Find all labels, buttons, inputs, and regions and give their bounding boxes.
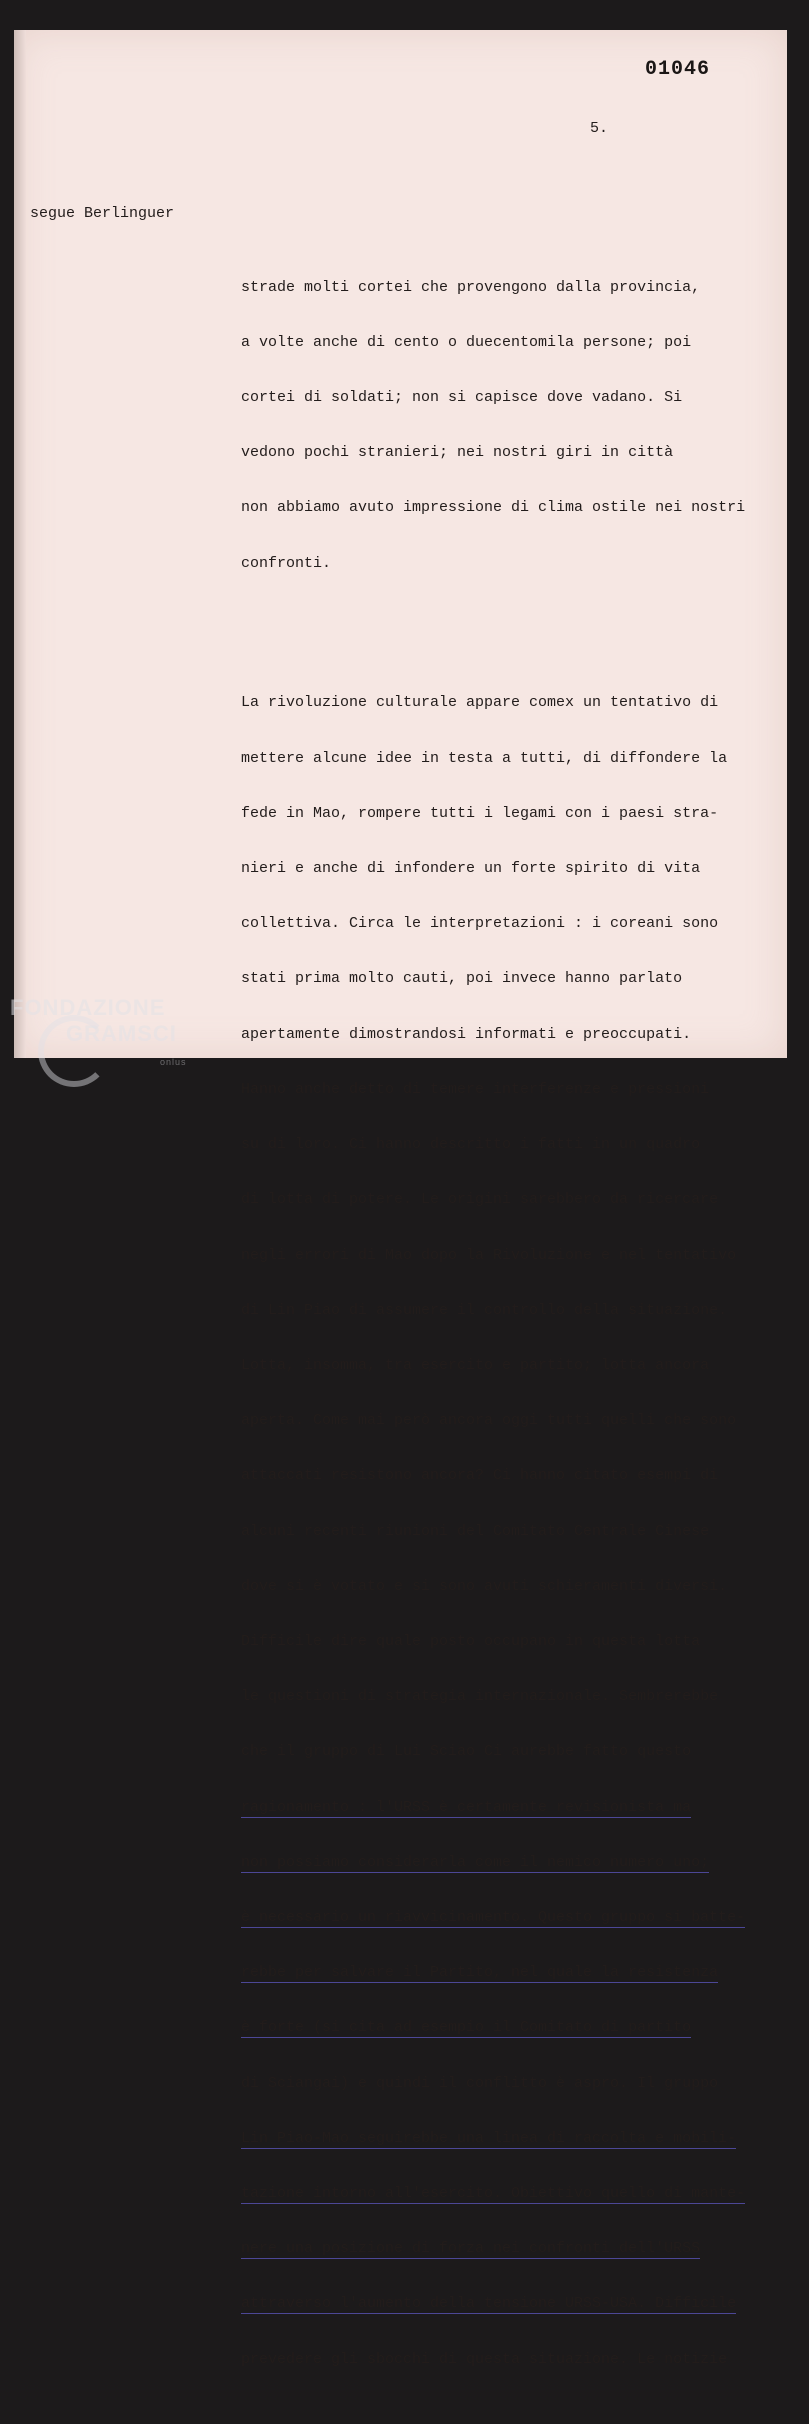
text-line: attaccati resistono ancora? Ci hanno citato esempi di: [241, 1467, 719, 1485]
text-line-underlined: [241, 2295, 771, 2313]
typed-body: [241, 205, 771, 2424]
text-line: stati prima molto cauti, poi invece hanno parlato: [241, 970, 683, 988]
text-line: mettere alcune idee in testa a tutti, di diffondere la: [241, 749, 728, 767]
text-line: dove si è votato e si sono avuti schieramenti diversi.: [241, 1577, 728, 1595]
pen-underline: ragionamento : l'URSS è certamente revisionista ma: [241, 1798, 692, 1816]
archive-watermark: [10, 995, 187, 1067]
text-line: Difficile dire quale posto occupano in questa lotta: [241, 1632, 701, 1650]
text-line: apertamente dimostrandosi informati e preoccupati.: [241, 1025, 692, 1043]
text-line: le questioni di strategia internazionale. Sembrerebbe: [241, 1688, 719, 1706]
archive-number: 01046: [645, 58, 711, 81]
text-line: fede in Mao, rompere tutti i legami con i paesi stra-: [241, 804, 719, 822]
text-line: cortei di soldati; non si capisce dove vadano. Si: [241, 389, 683, 407]
text-line: di Sciangai) e quindi il conflitto è aspro. Il gruppo: [241, 2074, 719, 2092]
pen-underline: tazione intorno all'esercito. Obiettivo quello di mante-: [241, 2184, 746, 2202]
text-line: vedono pochi stranieri; nei nostri giri in città: [241, 444, 674, 462]
text-line: di lotta di potere. Le origini sarebbero da ricercare: [241, 1191, 719, 1209]
text-line: che il gruppo di Lui Sciao Ci aurebbe fatto questo: [241, 1743, 692, 1761]
gramsci-logo-icon: [38, 1015, 110, 1087]
text-line-underlined: [241, 2240, 771, 2258]
text-line: La rivoluzione culturale appare comex un tentativo di: [241, 694, 719, 712]
text-line: alcuni recenti riunioni del Comitato Centrale Cinese: [241, 1522, 710, 1540]
text-line: non abbiamo avuto impressione di clima ostile nei nostri: [241, 499, 746, 517]
pen-underline: attraverso l'aumento della tensione URSS-USA. Difficile: [241, 2295, 737, 2313]
pen-underline: non possiamo considerarla come il nemico numero uno;: [241, 1853, 710, 1871]
text-line: strade molti cortei che provengono dalla provincia,: [241, 278, 701, 296]
text-line: negli errori di Mao dopo la Rivoluzione e nel tentativo: [241, 1246, 737, 1264]
text-line-underlined: [241, 1909, 771, 1927]
pen-underline: rebbe per salvare il Partito, nel quale la resistenza: [241, 1964, 719, 1982]
text-line: confronti.: [241, 554, 332, 572]
pen-underline: Lin Piao-Mao seguirebbe una linea di raccolta e mobili-: [241, 2129, 737, 2147]
text-line: di Lin Piao di assumere il controllo della situazione.: [241, 1301, 728, 1319]
text-line: nieri e anche di infondere un forte spirito di vita: [241, 860, 701, 878]
paragraph-1: [241, 242, 771, 610]
text-line: a volte anche di cento o duecentomila persone; poi: [241, 333, 692, 351]
page-number: 5.: [590, 120, 609, 137]
text-line-underlined: [241, 1964, 771, 1982]
text-line-underlined: [241, 1799, 771, 1817]
pen-underline: è necessario un riavvicinamento. Questo gruppo si batte-: [241, 1908, 746, 1926]
text-line: prevedere gli sbocchi di questa situazione. Le notizie: [241, 2350, 728, 2368]
watermark-sub: onlus: [160, 1057, 187, 1067]
pen-underline: nere una posizione di forza nei confronti dell'URSS: [241, 2240, 701, 2258]
watermark-line-2: GRAMSCI: [66, 1021, 177, 1046]
text-line: Hanno anche detto di temere interferenze e pressioni: [241, 1080, 710, 1098]
text-line-underlined: [241, 2019, 771, 2037]
pen-underline: è forte (si cita ad esempio il Comitato di partito: [241, 2019, 692, 2037]
text-line-underlined: [241, 2130, 771, 2148]
margin-note: segue Berlinguer: [30, 205, 175, 222]
paragraph-2: [241, 658, 771, 2406]
text-line: aperta. Come mai però ancora oggi tutti quelli che sono: [241, 1412, 737, 1430]
watermark-line-1: FONDAZIONE: [10, 995, 166, 1020]
text-line: collettiva. Circa le interpretazioni : i coreani sono: [241, 915, 719, 933]
text-line-underlined: [241, 2185, 771, 2203]
text-line-underlined: [241, 1854, 771, 1872]
text-line: Lotta, insomma, tra esercito e partito; lotta ancora: [241, 1356, 710, 1374]
page-edge: [14, 30, 26, 1058]
text-line: su di loro. Ci hanno descritto i fatti in un quadro: [241, 1136, 701, 1154]
